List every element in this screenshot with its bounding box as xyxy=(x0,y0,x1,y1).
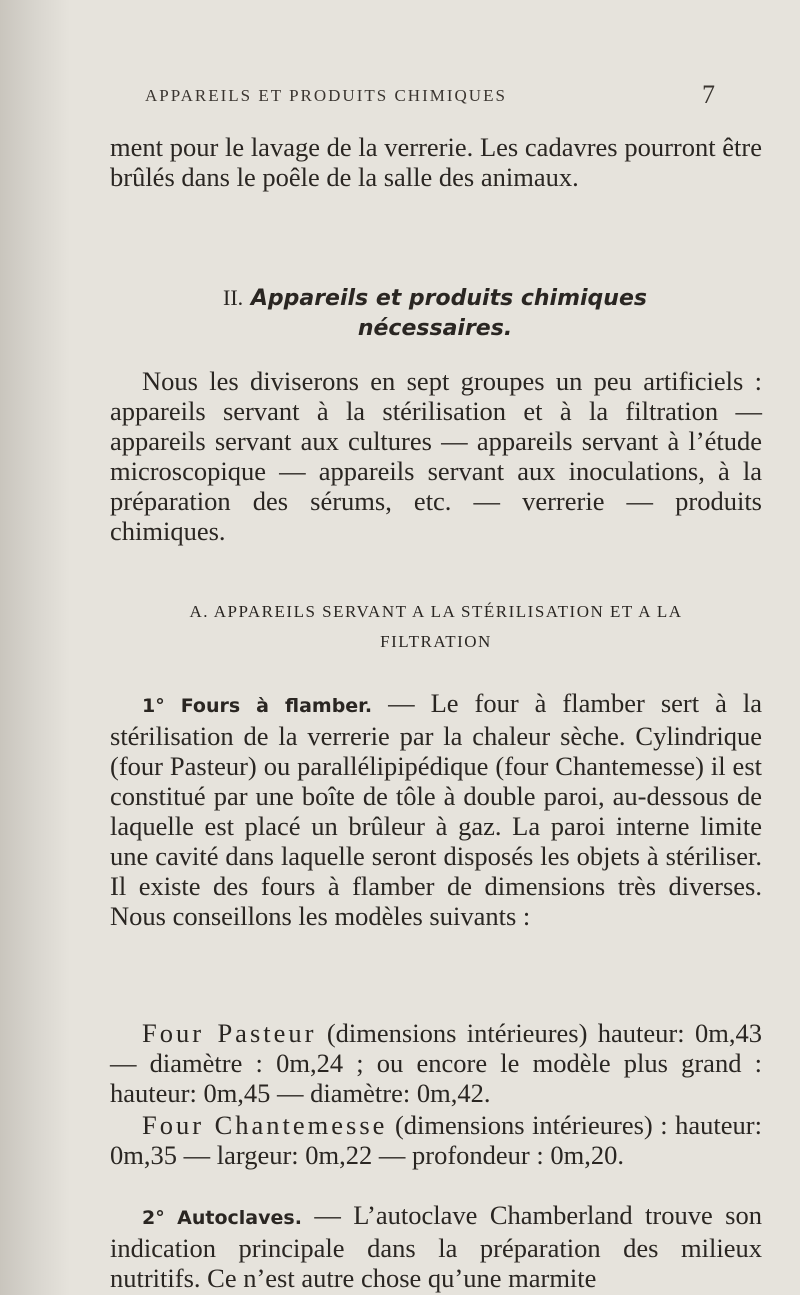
item-2-label: 2° Autoclaves. xyxy=(142,1207,302,1229)
section-number: II. xyxy=(223,285,244,310)
paragraph-groups: Nous les diviserons en sept groupes un peu artificiels : appareils servant à la stérilisation et à la filtration — appareils servant aux cultures — appareils servant à l’étude microscopique — appareils servant aux inoculations, à la préparation des sérums, etc. — verrerie — produits chimiques. xyxy=(110,366,762,546)
section-title-line1: Appareils et produits chimiques xyxy=(250,286,647,311)
section-heading-line1 xyxy=(115,283,755,314)
subsection-title-line1: A. APPAREILS SERVANT A LA STÉRILISATION ET A LA xyxy=(189,602,683,621)
four-pasteur-name: Four Pasteur xyxy=(142,1018,317,1048)
four-chantemesse-name: Four Chantemesse xyxy=(142,1110,388,1140)
subsection-title-line2: FILTRATION xyxy=(380,632,492,651)
paragraph-four-chantemesse xyxy=(110,1110,762,1170)
four-chantemesse-text: (dimensions intérieures) : hauteur: 0m,35 — largeur: 0m,22 — profondeur : 0m,20. xyxy=(110,1110,762,1170)
page-number: 7 xyxy=(702,80,715,109)
section-heading xyxy=(115,283,755,344)
item-1-label: 1° Fours à flamber. xyxy=(142,695,373,717)
page-edge-shadow xyxy=(0,0,70,1295)
paragraph-item-1 xyxy=(110,688,762,931)
item-2-text: — L’autoclave Chamberland trouve son indication principale dans la préparation des milieux nutritifs. Ce n’est autre chose qu’une marmite xyxy=(110,1200,762,1293)
paragraph-item-2 xyxy=(110,1200,762,1293)
running-head: APPAREILS ET PRODUITS CHIMIQUES xyxy=(145,86,507,105)
section-title-line2: nécessaires. xyxy=(357,316,513,341)
four-pasteur-text: (dimensions intérieures) hauteur: 0m,43 — diamètre : 0m,24 ; ou encore le modèle plus grand : hauteur: 0m,45 — diamètre: 0m,42. xyxy=(110,1018,762,1108)
item-1-text: — Le four à flamber sert à la stérilisation de la verrerie par la chaleur sèche. Cylindrique (four Pasteur) ou parallélipipédique (four Chantemesse) il est constitué par une boîte de tôle à double paroi, au-dessous de laquelle est placé un brûleur à gaz. La paroi interne limite une cavité dans laquelle seront disposés les objets à stériliser. Il existe des fours à flamber de dimensions très diverses. Nous conseillons les modèles suivants : xyxy=(110,688,762,931)
paragraph-four-pasteur xyxy=(110,1018,762,1108)
subsection-heading xyxy=(110,592,762,652)
paragraph-intro: ment pour le lavage de la verrerie. Les cadavres pourront être brûlés dans le poêle de la salle des animaux. xyxy=(110,132,762,192)
